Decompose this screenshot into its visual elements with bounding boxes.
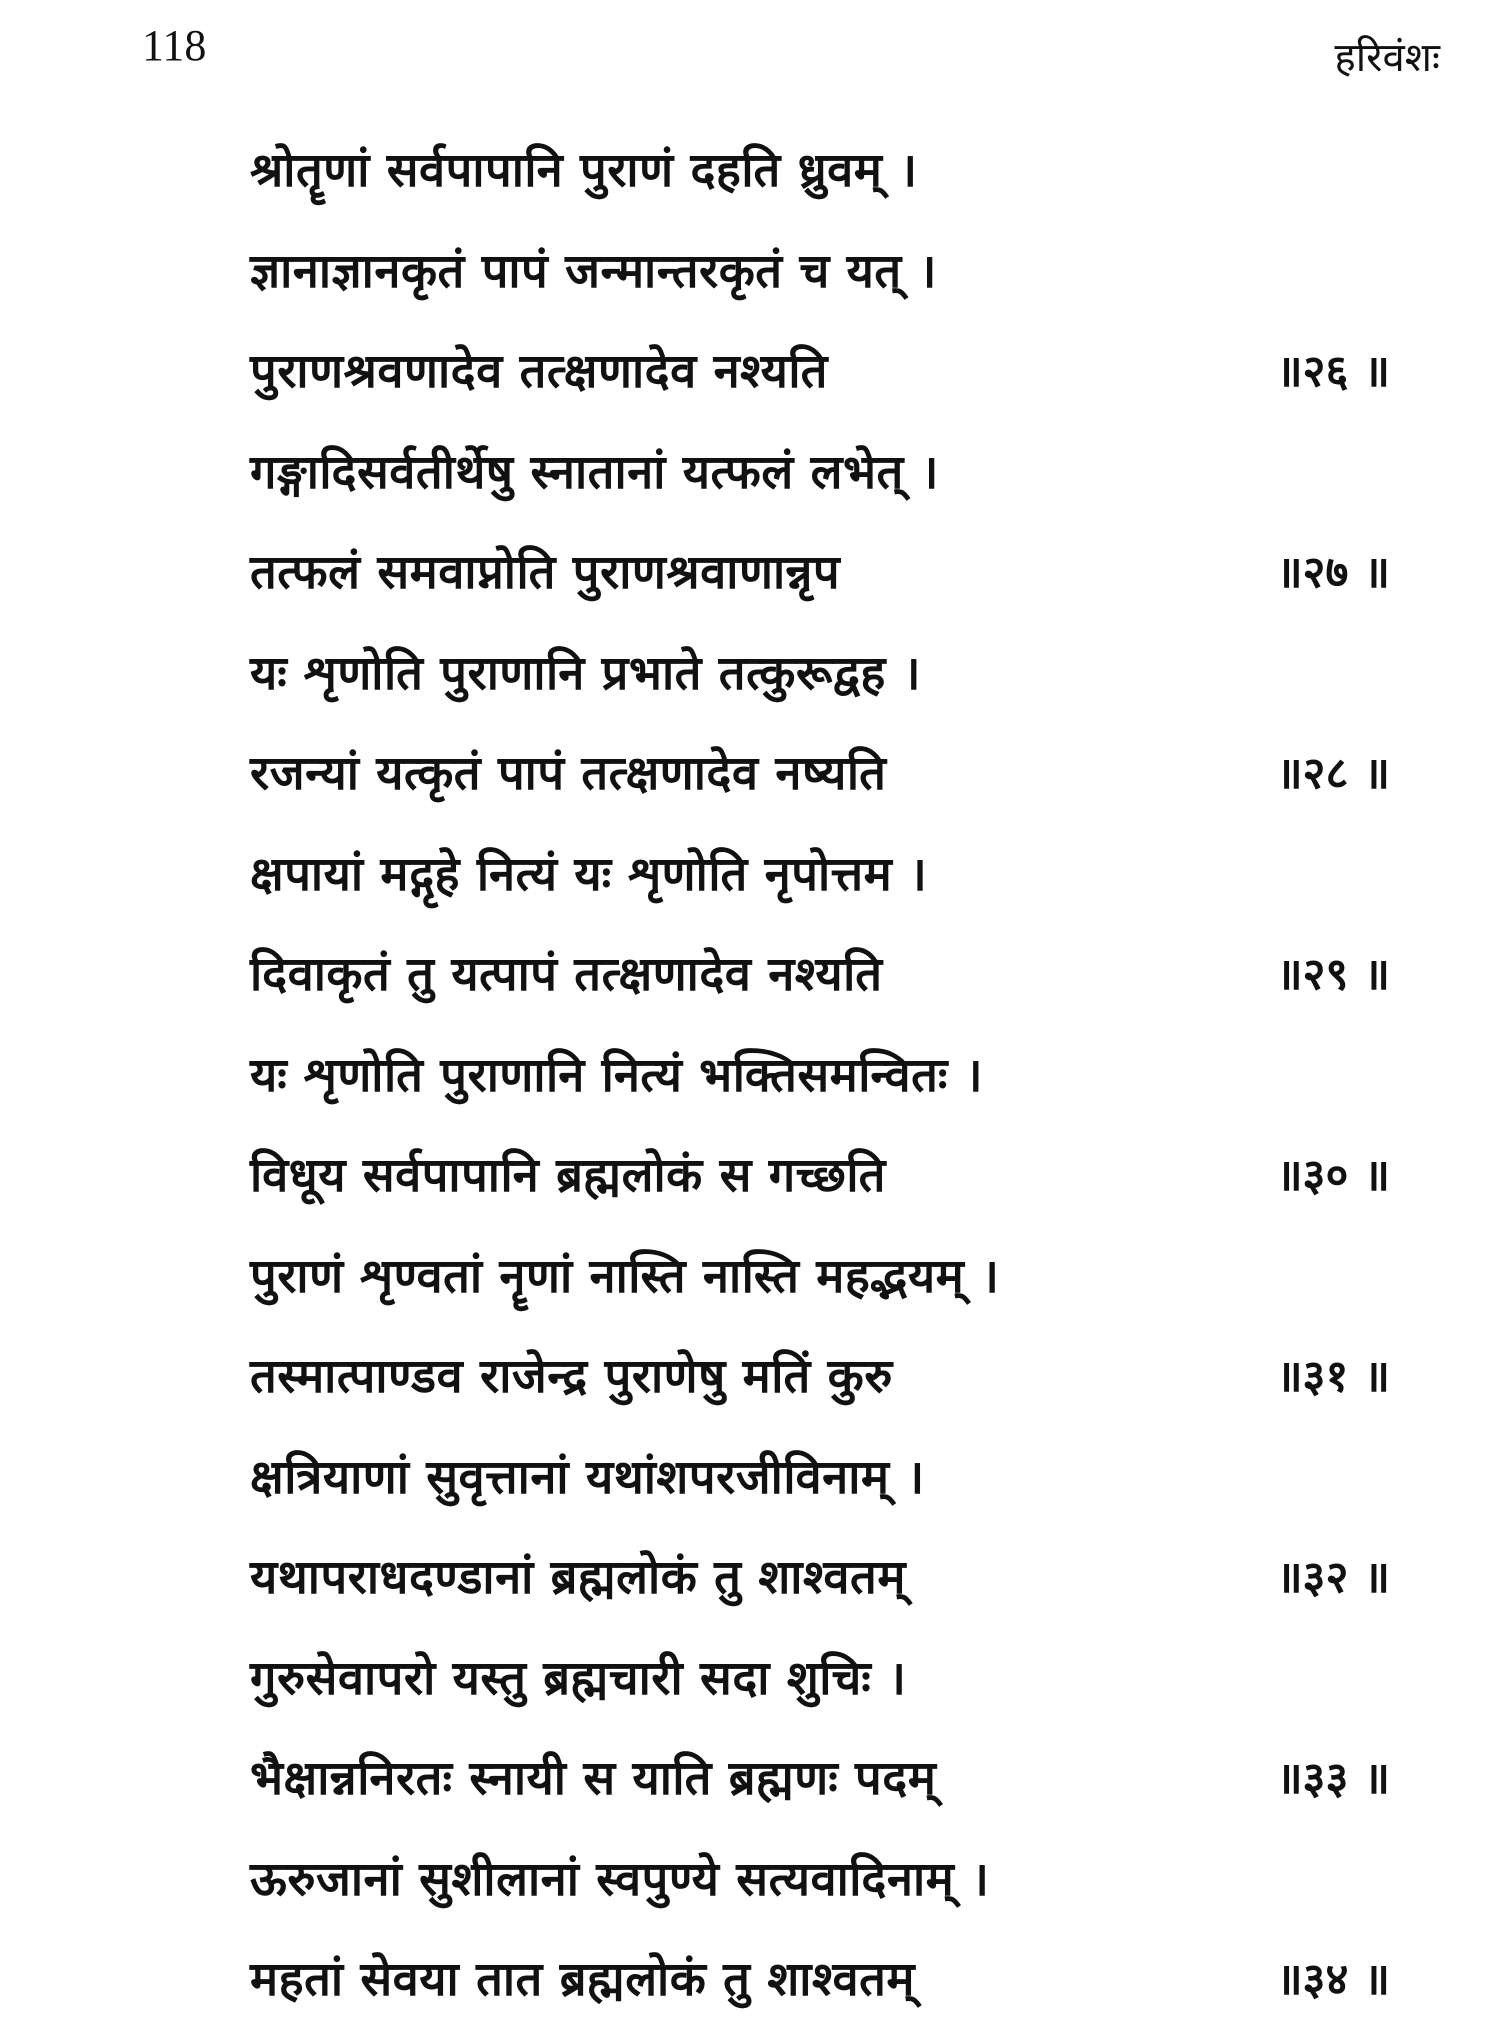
verse-line-text: ज्ञानाज्ञानकृतं पापं जन्मान्तरकृतं च यत् । [250,243,937,299]
verse-number: ॥२८ ॥ [1276,748,1390,800]
verse-line [250,118,1390,219]
verse-line-text: दिवाकृतं तु यत्पापं तत्क्षणादेव नश्यति [250,947,883,1003]
verse-line-text: यथापराधदण्डानां ब्रह्मलोकं तु शाश्वतम् [250,1550,906,1606]
verse-line-text: यः शृणोति पुराणानि प्रभाते तत्कुरूद्वह । [250,645,922,701]
verse-line [250,721,1390,822]
verse-line-text: तत्फलं समवाप्नोति पुराणश्रवाणान्नृप [250,545,841,601]
verse-line [250,1827,1390,1928]
verse-line [250,520,1390,621]
verse-line [250,922,1390,1023]
verse-line-text: गुरुसेवापरो यस्तु ब्रह्मचारी सदा शुचिः । [250,1650,907,1706]
verse-number: ॥३२ ॥ [1276,1552,1390,1604]
verse-line [250,1023,1390,1124]
verse-line-text: पुराणश्रवणादेव तत्क्षणादेव नश्यति [250,344,828,400]
verse-line-text: क्षत्रियाणां सुवृत्तानां यथांशपरजीविनाम् । [250,1449,925,1505]
verse-line-text: श्रोतॄणां सर्वपापानि पुराणं दहति ध्रुवम् । [250,143,918,199]
verse-number: ॥३० ॥ [1276,1150,1390,1202]
verse-number: ॥२९ ॥ [1276,949,1390,1001]
verse-line-text: भैक्षान्ननिरतः स्नायी स याति ब्रह्मणः पदम् [250,1751,937,1807]
verse-line [250,219,1390,320]
verse-line-text: यः शृणोति पुराणानि नित्यं भक्तिसमन्वितः । [250,1047,984,1103]
verse-line [250,822,1390,923]
verse-line [250,621,1390,722]
verse-line [250,420,1390,521]
verse-number: ॥३४ ॥ [1276,1954,1390,2006]
verse-line [250,1324,1390,1425]
verse-line [250,1123,1390,1224]
page-number: 118 [142,21,207,70]
verse-line-text: महतां सेवया तात ब्रह्मलोकं तु शाश्वतम् [250,1952,915,2008]
verse-line-text: क्षपायां मद्गृहे नित्यं यः शृणोति नृपोत्तम । [250,846,928,902]
verse-line-text: विधूय सर्वपापानि ब्रह्मलोकं स गच्छति [250,1148,886,1204]
verse-line-text: तस्मात्पाण्डव राजेन्द्र पुराणेषु मतिं कुरु [250,1349,893,1405]
verse-line [250,1525,1390,1626]
verse-number: ॥३१ ॥ [1276,1351,1390,1403]
verse-block [250,118,1390,2028]
verse-line [250,1626,1390,1727]
verse-number: ॥२६ ॥ [1276,346,1390,398]
verse-line-text: रजन्यां यत्कृतं पापं तत्क्षणादेव नष्यति [250,746,887,802]
verse-line-text: ऊरुजानां सुशीलानां स्वपुण्ये सत्यवादिनाम् । [250,1851,990,1907]
verse-line-text: गङ्गादिसर्वतीर्थेषु स्नातानां यत्फलं लभेत् । [250,444,939,500]
verse-number: ॥३३ ॥ [1276,1753,1390,1805]
running-head: हरिवंशः [1334,35,1440,81]
verse-number: ॥२७ ॥ [1276,547,1390,599]
verse-line-text: पुराणं शृण्वतां नॄणां नास्ति नास्ति महद्भयम् । [250,1248,1000,1304]
verse-line [250,319,1390,420]
verse-line [250,1425,1390,1526]
verse-line [250,1224,1390,1325]
verse-line [250,1726,1390,1827]
verse-line [250,1927,1390,2028]
